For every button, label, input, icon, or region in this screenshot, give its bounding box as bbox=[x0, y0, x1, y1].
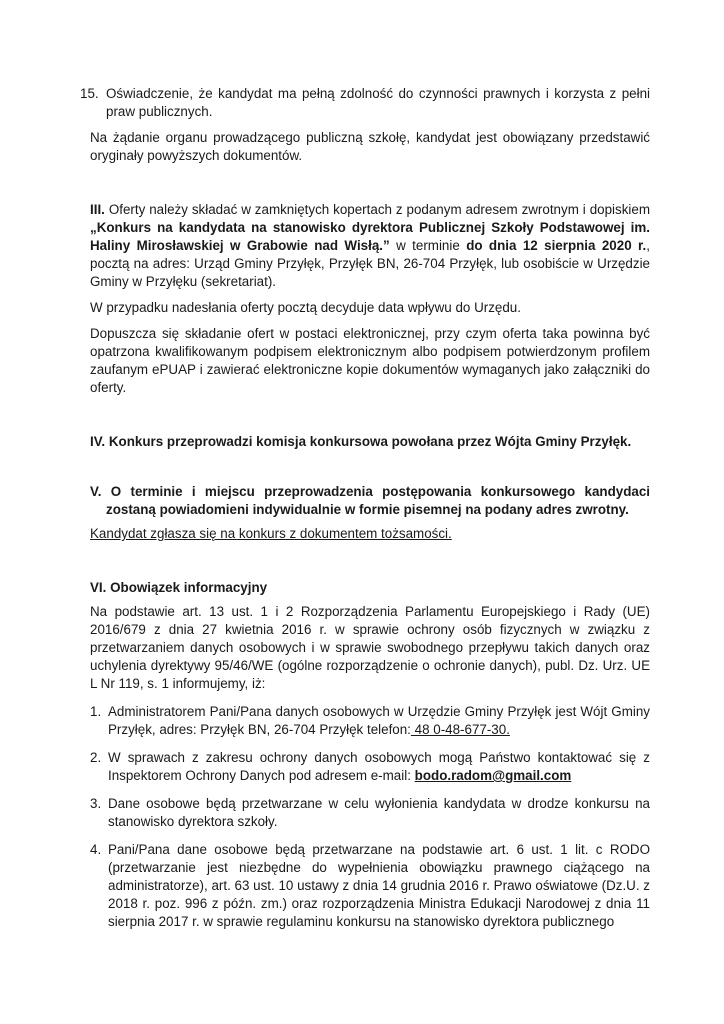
section-5-text: V. O terminie i miejscu przeprowadzenia postępowania konkursowego kandydaci zostaną powiadomieni indywidualnie w formie pisemnej na podany adres zwrotny. bbox=[90, 484, 650, 517]
list-item bbox=[90, 795, 650, 831]
list-number: 2. bbox=[90, 750, 102, 765]
section-3-contest-title: „Konkurs na kandydata na stanowisko dyrektora Publicznej Szkoły Podstawowej im. Haliny Mirosławskiej w Grabowie nad Wisłą.” bbox=[90, 220, 650, 253]
phone-number: 48 0-48-677-30. bbox=[410, 722, 510, 737]
section-6-heading: VI. Obowiązek informacyjny bbox=[90, 580, 268, 595]
email-link[interactable]: bodo.radom@gmail.com bbox=[414, 768, 572, 783]
section-3-paragraph bbox=[90, 201, 650, 291]
document-body bbox=[80, 85, 650, 931]
list-item-text: W sprawach z zakresu ochrony danych osobowych mogą Państwo kontaktować się z Inspektorem Ochrony Danych pod adresem e-mail: bbox=[108, 750, 650, 783]
list-item bbox=[90, 703, 650, 739]
list-item-text: Administratorem Pani/Pana danych osobowych w Urzędzie Gminy Przyłęk jest Wójt Gminy Przyłęk, adres: Przyłęk BN, 26-704 Przyłęk telefon: bbox=[108, 704, 650, 737]
list-item-text: Oświadczenie, że kandydat ma pełną zdolność do czynności prawnych i korzysta z pełni praw publicznych. bbox=[106, 86, 650, 119]
section-3-text-1: Oferty należy składać w zamkniętych kopertach z podanym adresem zwrotnym i dopiskiem bbox=[108, 202, 650, 217]
section-4-heading: IV. Konkurs przeprowadzi komisja konkursowa powołana przez Wójta Gminy Przyłęk. bbox=[90, 434, 632, 449]
section-3-deadline: do dnia 12 sierpnia 2020 r. bbox=[466, 238, 647, 253]
list-item-text: Pani/Pana dane osobowe będą przetwarzane na podstawie art. 6 ust. 1 lit. c RODO (przetwarzanie jest niezbędne do wypełnienia obowiązku prawnego ciążącego na administratorze), art. 63 ust. 10 ustawy z dnia 14 grudnia 2016 r. Prawo oświatowe (Dz.U. z 2018 r. poz. 996 z późn. zm.) oraz rozporządzenia Ministra Edukacji Narodowej z dnia 11 sierpnia 2017 r. w sprawie regulaminu konkursu na stanowisko dyrektora publicznego bbox=[108, 842, 650, 929]
section-6-intro: Na podstawie art. 13 ust. 1 i 2 Rozporządzenia Parlamentu Europejskiego i Rady (UE) 2016/679 z dnia 27 kwietnia 2016 r. w sprawie ochrony osób fizycznych w związku z przetwarzaniem danych osobowych i w sprawie swobodnego przepływu takich danych oraz uchylenia dyrektywy 95/46/WE (ogólne rozporządzenie o ochronie danych), publ. Dz. Urz. UE L Nr 119, s. 1 informujemy, iż: bbox=[90, 604, 650, 691]
section-3-electronic-note: Dopuszcza się składanie ofert w postaci elektronicznej, przy czym oferta taka powinna być opatrzona kwalifikowanym podpisem elektronicznym albo podpisem potwierdzonym profilem zaufanym ePUAP i zawierać elektroniczne kopie dokumentów wymaganych jako załączniki do oferty. bbox=[90, 326, 650, 395]
list-number: 4. bbox=[90, 842, 102, 857]
list-number: 15. bbox=[80, 86, 99, 101]
section-3-heading: III. bbox=[90, 202, 105, 217]
section-3-postal-note: W przypadku nadesłania oferty pocztą decyduje data wpływu do Urzędu. bbox=[90, 300, 521, 315]
list-item-text: Dane osobowe będą przetwarzane w celu wyłonienia kandydata w drodze konkursu na stanowisko dyrektora szkoły. bbox=[108, 796, 650, 829]
list-number: 1. bbox=[90, 704, 102, 719]
originals-note: Na żądanie organu prowadzącego publiczną szkołę, kandydat jest obowiązany przedstawić oryginały powyższych dokumentów. bbox=[90, 130, 650, 163]
list-number: 3. bbox=[90, 796, 102, 811]
list-item bbox=[90, 749, 650, 785]
section-3-text-2: w terminie bbox=[396, 238, 460, 253]
section-5-id-note: Kandydat zgłasza się na konkurs z dokumentem tożsamości. bbox=[90, 526, 452, 541]
section-3-text-3: , pocztą na adres: Urząd Gminy Przyłęk, Przyłęk BN, 26-704 Przyłęk, lub osobiście w Urzędzie Gminy w Przyłęku (sekretariat). bbox=[90, 238, 650, 289]
list-item-15 bbox=[80, 85, 650, 121]
list-item bbox=[90, 841, 650, 931]
